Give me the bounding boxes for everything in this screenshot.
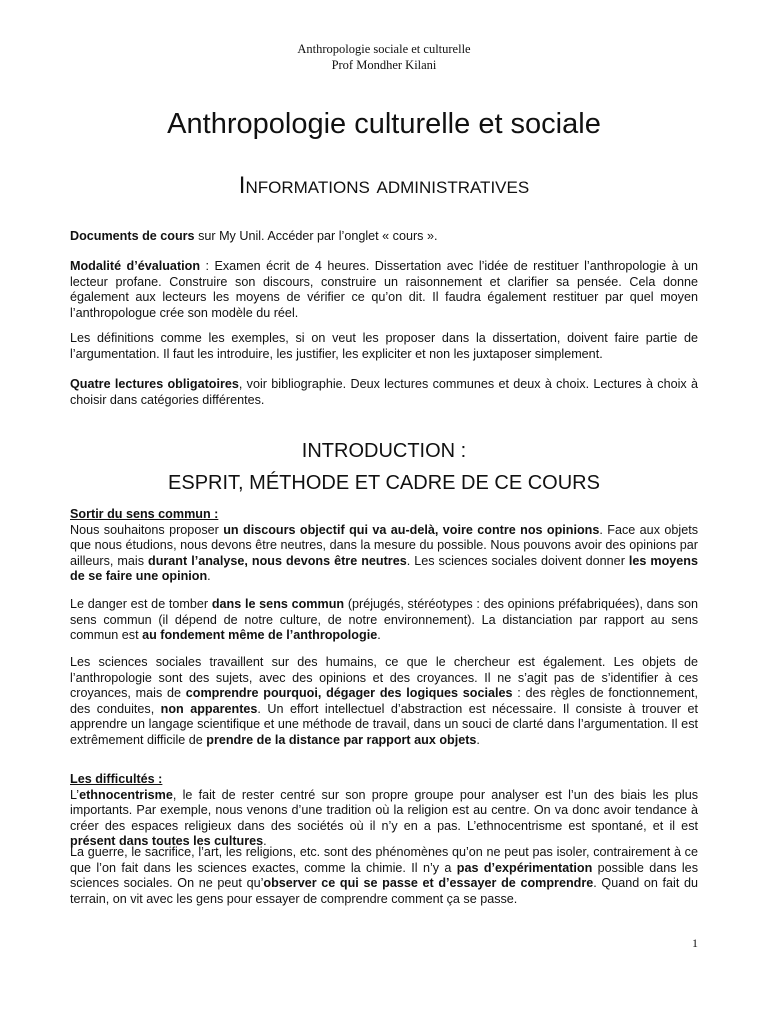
paragraph xyxy=(70,259,698,321)
text-run: , voir bibliographie. Deux lectures communes et deux à choix. Lectures à choix à choisir dans catégories différentes. xyxy=(70,377,698,407)
running-header-course: Anthropologie sociale et culturelle xyxy=(297,42,471,56)
emphasized-text: durant l’analyse, nous devons être neutres xyxy=(148,553,407,568)
text-run: . Les sciences sociales doivent donner xyxy=(406,553,629,568)
text-run: . xyxy=(207,569,211,584)
document-title: Anthropologie culturelle et sociale xyxy=(167,108,601,140)
emphasized-text: pas d’expérimentation xyxy=(456,860,593,875)
text-run: , le fait de rester centré sur son propre groupe pour analyser est l’un des biais les plus importants. Par exemple, nous venons d’une tradition où la religion est au centre. On va donc avoir tendance à créer des espaces religieux dans des sociétés où il n’y en a pas. L’ethnocentrisme est spontané, et il est xyxy=(70,787,698,833)
subsection-heading: Sortir du sens commun : xyxy=(70,507,219,521)
paragraph xyxy=(70,845,698,907)
intro-subheading: ESPRIT, MÉTHODE ET CADRE DE CE COURS xyxy=(168,472,600,494)
text-run: Nous souhaitons proposer xyxy=(70,522,224,537)
running-header-professor: Prof Mondher Kilani xyxy=(331,58,437,72)
page-number: 1 xyxy=(692,936,698,950)
text-run: Les définitions comme les exemples, si on veut les proposer dans la dissertation, doivent faire partie de l’argumentation. Il faut les introduire, les justifier, les expliciter et non les juxtaposer simplement. xyxy=(70,331,698,361)
paragraph xyxy=(70,507,698,585)
text-run: (préjugés, stéréotypes : des opinions préfabriquées), dans son sens commun (il dépend de notre culture, de notre environnement). La distanciation par rapport au sens commun est xyxy=(70,597,699,643)
paragraph xyxy=(70,229,698,245)
emphasized-text: un discours objectif qui va au-delà, voire contre nos opinions xyxy=(223,522,600,537)
paragraph xyxy=(70,377,698,408)
paragraph xyxy=(70,597,698,644)
paragraph xyxy=(70,655,698,749)
text-run: . Quand on fait du terrain, on vit avec les gens pour essayer de comprendre comment ça se passe. xyxy=(70,876,698,906)
emphasized-text: comprendre pourquoi, dégager des logiques sociales xyxy=(185,686,513,701)
text-run: Le danger est de tomber xyxy=(70,597,212,611)
intro-heading: INTRODUCTION : xyxy=(301,440,467,462)
emphasized-text: Documents de cours xyxy=(70,229,195,243)
section-heading-admin: Informations administratives xyxy=(238,172,530,199)
text-run: : Examen écrit de 4 heures. Dissertation avec l’idée de restituer l’anthropologie à un lecteur profane. Construire son discours, construire un raisonnement et clarifier sa pensée. Cela donne également aux lecteurs les moyens de vérifier ce qu’on dit. Il faudra également restituer par quel moyen l’anthropologue crée son modèle du réel. xyxy=(70,259,698,320)
emphasized-text: non apparentes xyxy=(160,701,258,716)
emphasized-text: prendre de la distance par rapport aux objets xyxy=(206,732,477,747)
text-run: Les sciences sociales travaillent sur des humains, ce que le chercheur est également. Les objets de l’anthropologie sont des sujets, avec des opinions et des croyances. Il ne s’agit pas de s’identifier à ces croyances, mais de xyxy=(70,655,698,701)
text-run: . Face aux objets que nous étudions, nous devons être neutres, dans la mesure du possible. Nous pouvons avoir des opinions par ailleurs, mais xyxy=(70,522,698,568)
emphasized-text: présent dans toutes les cultures xyxy=(70,834,264,849)
text-run: La guerre, le sacrifice, l’art, les religions, etc. sont des phénomènes qu’on ne peut pas isoler, contrairement à ce que l’on fait dans les sciences exactes, comme la chimie. Il n’y a xyxy=(70,845,698,875)
emphasized-text: ethnocentrisme xyxy=(79,787,173,802)
text-run: L’ xyxy=(70,787,80,802)
text-run: . xyxy=(377,628,381,643)
text-run: possible dans les sciences sociales. On ne peut qu’ xyxy=(70,860,698,891)
subsection-heading: Les difficultés : xyxy=(70,772,163,786)
emphasized-text: Modalité d’évaluation xyxy=(70,259,201,273)
emphasized-text: les moyens de se faire une opinion xyxy=(70,553,699,584)
emphasized-text: observer ce qui se passe et d’essayer de comprendre xyxy=(263,876,594,891)
paragraph xyxy=(70,331,698,362)
emphasized-text: au fondement même de l’anthropologie xyxy=(142,628,378,643)
text-run: sur My Unil. Accéder par l’onglet « cours ». xyxy=(194,229,438,243)
text-run: . xyxy=(476,732,480,747)
emphasized-text: Quatre lectures obligatoires xyxy=(70,377,239,391)
text-run: . xyxy=(263,834,267,849)
emphasized-text: dans le sens commun xyxy=(211,597,345,611)
text-run: : des règles de fonctionnement, des conduites, xyxy=(70,686,698,716)
paragraph xyxy=(70,772,698,850)
text-run: . Un effort intellectuel d’abstraction est nécessaire. Il consiste à trouver et apprendre un langage scientifique et une méthode de travail, dans un souci de clarté dans l’argumentation. Il est extrêmement difficile de xyxy=(70,701,698,747)
